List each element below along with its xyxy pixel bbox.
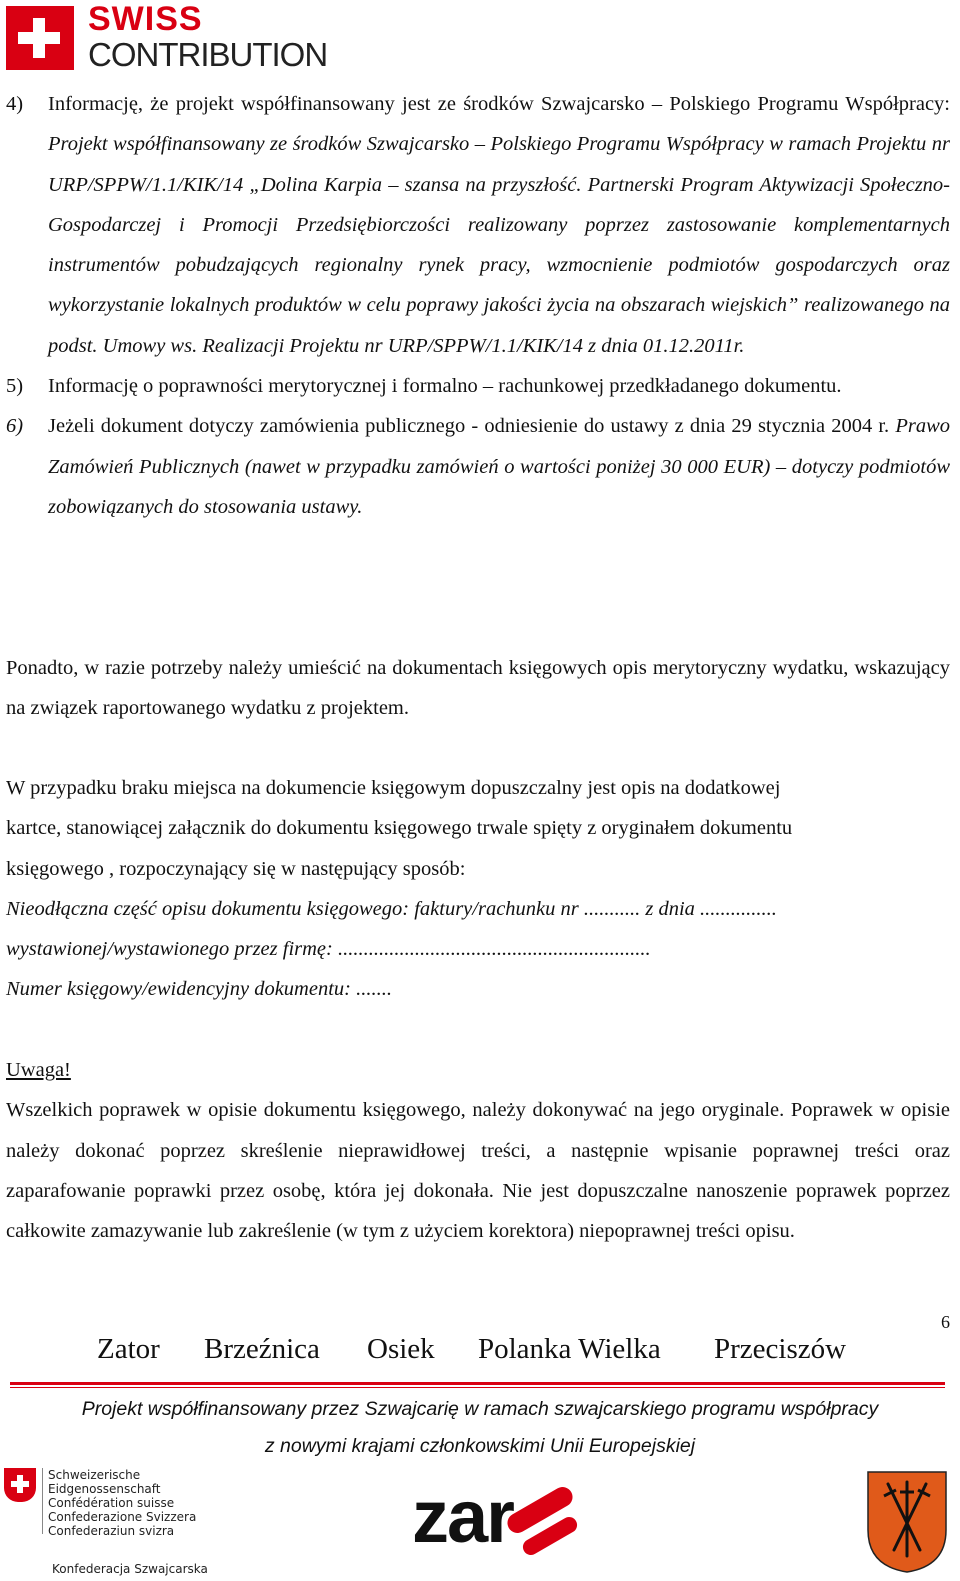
swiss-shield-icon (4, 1468, 36, 1502)
item-number: 4) (6, 93, 24, 115)
logo-word-swiss: SWISS (88, 0, 203, 38)
logo-word-contribution: CONTRIBUTION (88, 36, 328, 73)
confed-line: Confederaziun svizra (48, 1524, 175, 1538)
list-item-5 (6, 366, 950, 406)
list-item-4 (6, 84, 950, 366)
coat-of-arms-icon (866, 1470, 948, 1574)
paragraph-line: księgowego , rozpoczynający się w następujący sposób: (6, 857, 466, 880)
confed-line: Confédération suisse (48, 1496, 175, 1510)
swiss-flag-icon (6, 6, 74, 70)
town-name: Przeciszów (714, 1333, 847, 1365)
footer-divider-thin (10, 1387, 945, 1388)
confederation-polish: Konfederacja Szwajcarska (52, 1562, 208, 1576)
item-number: 6) (6, 415, 24, 438)
item-text: Informację, że projekt współfinansowany jest ze środków Szwajcarsko – Polskiego Programu Współpracy: (48, 93, 950, 115)
page-number: 6 (941, 1312, 950, 1332)
confederation-names (48, 1468, 254, 1538)
paragraph-additional-sheet (6, 768, 950, 1010)
form-line-issuer: wystawionej/wystawionego przez firmę: ............................................................. (6, 938, 651, 961)
footer-divider (10, 1382, 945, 1385)
item-number: 5) (6, 375, 24, 398)
paragraph-line: kartce, stanowiącej załącznik do dokumentu księgowego trwale spięty z oryginałem dokumentu (6, 817, 793, 840)
list-item-6 (6, 406, 950, 527)
item-italic-text: Prawo Zamówień Publicznych (nawet w przypadku zamówień o wartości poniżej 30 000 EUR) – dotyczy podmiotów zobowiązanych do stosowania ustawy. (48, 415, 950, 518)
swiss-confederation-logo (4, 1468, 254, 1578)
zar-logo: zar (412, 1475, 513, 1558)
confed-line: Schweizerische Eidgenossenschaft (48, 1468, 161, 1496)
town-name: Brzeźnica (204, 1333, 320, 1365)
town-name: Zator (97, 1333, 160, 1365)
town-name: Osiek (367, 1333, 435, 1365)
footer-towns (0, 1333, 960, 1377)
paragraph-line: W przypadku braku miejsca na dokumencie księgowym dopuszczalny jest opis na dodatkowej (6, 777, 781, 799)
paragraph-ponadto: Ponadto, w razie potrzeby należy umieścić na dokumentach księgowych opis merytoryczny wydatku, wskazujący na związek raportowanego wydatku z projektem. (6, 657, 950, 720)
swiss-contribution-logo (6, 0, 336, 76)
item-list (6, 84, 950, 527)
logo-separator (42, 1468, 43, 1534)
footer-line-1: Projekt współfinansowany przez Szwajcarię w ramach szwajcarskiego programu współpracy (81, 1398, 879, 1420)
form-line-number: Numer księgowy/ewidencyjny dokumentu: ....... (6, 978, 392, 1001)
note-section (6, 1050, 950, 1251)
footer-line-2: z nowymi krajami członkowskimi Unii Europejskiej (264, 1435, 696, 1457)
item-text: Informację o poprawności merytorycznej i formalno – rachunkowej przedkładanego dokumentu. (48, 375, 842, 398)
note-heading: Uwaga! (6, 1059, 71, 1081)
town-name: Polanka Wielka (478, 1333, 661, 1365)
confed-line: Confederazione Svizzera (48, 1510, 197, 1524)
form-line-invoice: Nieodłączna część opisu dokumentu księgowego: faktury/rachunku nr ........... z dnia ............... (6, 897, 777, 920)
item-italic-text: Projekt współfinansowany ze środków Szwajcarsko – Polskiego Programu Współpracy w ramach Projektu nr URP/SPPW/1.1/KIK/14 „Dolina Karpia – szansa na przyszłość. Partnerski Program Aktywizacji Społeczno-Gospodarczej i Promocji Przedsiębiorczości realizowany poprzez zastosowanie komplementarnych instrumentów pobudzających regionalny rynek pracy, wzmocnienie podmiotów gospodarczych oraz wykorzystanie lokalnych produktów w celu poprawy jakości życia na obszarach wiejskich” realizowanego na podst. Umowy ws. Realizacji Projektu nr URP/SPPW/1.1/KIK/14 z dnia 01.12.2011r. (48, 133, 950, 357)
item-text: Jeżeli dokument dotyczy zamówienia publicznego - odniesienie do ustawy z dnia 29 stycznia 2004 r. (48, 415, 896, 438)
note-body: Wszelkich poprawek w opisie dokumentu księgowego, należy dokonywać na jego oryginale. Poprawek w opisie należy dokonać poprzez skreślenie nieprawidłowej treści, a następnie wpisanie poprawnej treści oraz zaparafowanie poprawki przez osobę, która jej dokonała. Nie jest dopuszczalne nanoszenie poprawek poprzez całkowite zamazywanie lub zakreślenie (w tym z użyciem korektora) niepoprawnej treści opisu. (6, 1099, 950, 1243)
